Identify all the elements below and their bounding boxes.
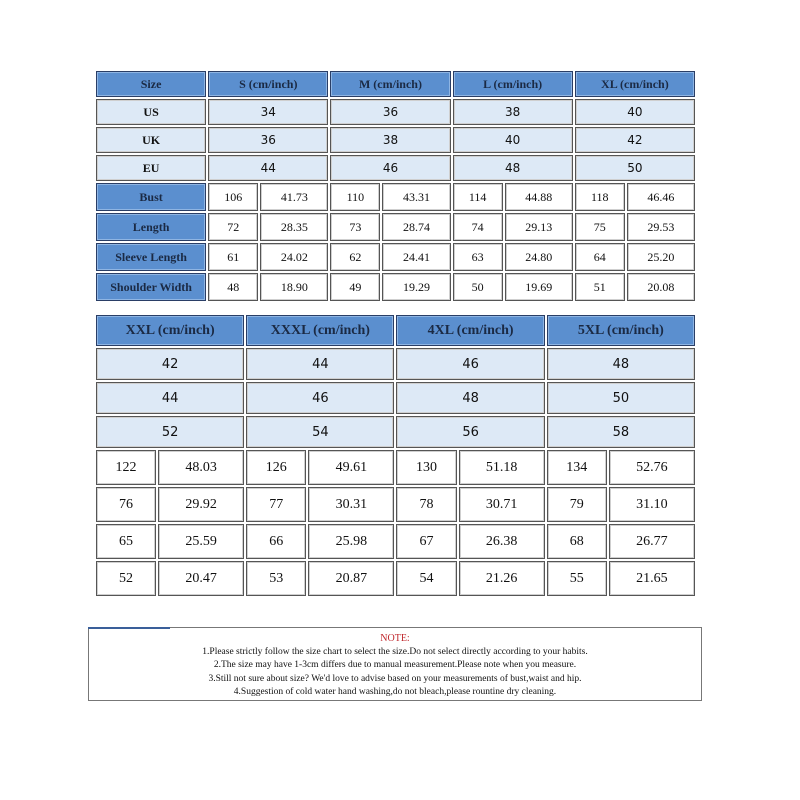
table-cell: 42 (575, 127, 695, 153)
table-cell: 65 (96, 524, 156, 559)
table-header-row (96, 315, 695, 346)
table-cell: 38 (453, 99, 573, 125)
table-row-shoulder-width (96, 273, 695, 301)
table-cell: 25.59 (158, 524, 244, 559)
note-accent-line (88, 627, 170, 629)
table-cell: 48.03 (158, 450, 244, 485)
table-cell: 20.47 (158, 561, 244, 596)
table-cell: 75 (575, 213, 625, 241)
table-cell: 46.46 (627, 183, 695, 211)
table-cell: 30.71 (459, 487, 545, 522)
header-5xl: 5XL (cm/inch) (547, 315, 695, 346)
table-cell: 114 (453, 183, 503, 211)
table-cell: 20.87 (308, 561, 394, 596)
table-cell: 29.53 (627, 213, 695, 241)
table-cell: 50 (575, 155, 695, 181)
table-cell: 68 (547, 524, 607, 559)
row-label: Bust (96, 183, 206, 211)
table-cell: 36 (208, 127, 328, 153)
note-line-1: 1.Please strictly follow the size chart to select the size.Do not select directly according to your habits. (202, 646, 588, 657)
table-cell: 25.20 (627, 243, 695, 271)
table-cell: 26.38 (459, 524, 545, 559)
table-cell: 40 (453, 127, 573, 153)
table-row-us (96, 99, 695, 125)
row-label: Shoulder Width (96, 273, 206, 301)
table-cell: 28.74 (382, 213, 450, 241)
note-line-3: 3.Still not sure about size? We'd love to advise based on your measurements of bust,waist and hip. (208, 673, 582, 684)
header-l: L (cm/inch) (453, 71, 573, 97)
table-cell: 42 (96, 348, 244, 380)
table-cell: 31.10 (609, 487, 695, 522)
size-chart-table-s-to-xl (94, 69, 697, 303)
table-cell: 74 (453, 213, 503, 241)
size-chart-table-xxl-to-5xl (94, 313, 697, 598)
table-cell: 106 (208, 183, 258, 211)
header-4xl: 4XL (cm/inch) (396, 315, 544, 346)
table-cell: 46 (396, 348, 544, 380)
table-cell: 73 (330, 213, 380, 241)
row-label: US (96, 99, 206, 125)
table-cell: 19.29 (382, 273, 450, 301)
table-row-eu (96, 416, 695, 448)
table-cell: 67 (396, 524, 456, 559)
table-cell: 134 (547, 450, 607, 485)
table-cell: 46 (330, 155, 450, 181)
table-cell: 49.61 (308, 450, 394, 485)
table-row-shoulder-width (96, 561, 695, 596)
table-cell: 21.65 (609, 561, 695, 596)
note-title: NOTE: (380, 633, 410, 644)
table-cell: 24.80 (505, 243, 573, 271)
table-cell: 55 (547, 561, 607, 596)
table-cell: 44 (96, 382, 244, 414)
table-cell: 118 (575, 183, 625, 211)
table-cell: 18.90 (260, 273, 328, 301)
table-header-row (96, 71, 695, 97)
row-label: EU (96, 155, 206, 181)
note-line-4: 4.Suggestion of cold water hand washing,do not bleach,please rountine dry cleaning. (233, 687, 557, 698)
table-cell: 62 (330, 243, 380, 271)
table-cell: 48 (547, 348, 695, 380)
header-xxl: XXL (cm/inch) (96, 315, 244, 346)
table-cell: 126 (246, 450, 306, 485)
table-cell: 20.08 (627, 273, 695, 301)
table-cell: 40 (575, 99, 695, 125)
table-cell: 48 (208, 273, 258, 301)
table-cell: 25.98 (308, 524, 394, 559)
table-cell: 77 (246, 487, 306, 522)
table-cell: 63 (453, 243, 503, 271)
table-row-length (96, 487, 695, 522)
table-cell: 29.13 (505, 213, 573, 241)
header-xl: XL (cm/inch) (575, 71, 695, 97)
table-cell: 29.92 (158, 487, 244, 522)
table-row-sleeve-length (96, 524, 695, 559)
table-cell: 72 (208, 213, 258, 241)
table-cell: 110 (330, 183, 380, 211)
table-cell: 122 (96, 450, 156, 485)
table-row-sleeve-length (96, 243, 695, 271)
note-line-2: 2.The size may have 1-3cm differs due to manual measurement.Please note when you measure. (213, 660, 577, 671)
table-cell: 50 (453, 273, 503, 301)
table-row-length (96, 213, 695, 241)
table-cell: 76 (96, 487, 156, 522)
table-cell: 52 (96, 561, 156, 596)
row-label: Sleeve Length (96, 243, 206, 271)
table-cell: 58 (547, 416, 695, 448)
table-cell: 78 (396, 487, 456, 522)
table-row-us (96, 348, 695, 380)
table-cell: 30.31 (308, 487, 394, 522)
table-cell: 48 (453, 155, 573, 181)
table-cell: 53 (246, 561, 306, 596)
row-label: Length (96, 213, 206, 241)
table-row-bust (96, 183, 695, 211)
header-xxxl: XXXL (cm/inch) (246, 315, 394, 346)
table-cell: 36 (330, 99, 450, 125)
table-cell: 38 (330, 127, 450, 153)
note-box (88, 627, 702, 701)
table-cell: 54 (246, 416, 394, 448)
table-cell: 54 (396, 561, 456, 596)
table-cell: 56 (396, 416, 544, 448)
table-cell: 48 (396, 382, 544, 414)
table-cell: 24.41 (382, 243, 450, 271)
table-cell: 66 (246, 524, 306, 559)
table-cell: 52 (96, 416, 244, 448)
table-row-uk (96, 382, 695, 414)
table-cell: 49 (330, 273, 380, 301)
table-cell: 51 (575, 273, 625, 301)
table-cell: 21.26 (459, 561, 545, 596)
table-cell: 64 (575, 243, 625, 271)
table-cell: 44 (208, 155, 328, 181)
table-cell: 130 (396, 450, 456, 485)
table-cell: 26.77 (609, 524, 695, 559)
table-cell: 44.88 (505, 183, 573, 211)
table-row-uk (96, 127, 695, 153)
table-cell: 19.69 (505, 273, 573, 301)
row-label: UK (96, 127, 206, 153)
table-cell: 43.31 (382, 183, 450, 211)
header-m: M (cm/inch) (330, 71, 450, 97)
header-s: S (cm/inch) (208, 71, 328, 97)
table-cell: 28.35 (260, 213, 328, 241)
table-cell: 34 (208, 99, 328, 125)
table-cell: 41.73 (260, 183, 328, 211)
table-row-eu (96, 155, 695, 181)
table-cell: 44 (246, 348, 394, 380)
table-cell: 24.02 (260, 243, 328, 271)
table-cell: 61 (208, 243, 258, 271)
table-row-bust (96, 450, 695, 485)
table-cell: 79 (547, 487, 607, 522)
header-size: Size (96, 71, 206, 97)
table-cell: 50 (547, 382, 695, 414)
table-cell: 46 (246, 382, 394, 414)
table-cell: 52.76 (609, 450, 695, 485)
table-cell: 51.18 (459, 450, 545, 485)
